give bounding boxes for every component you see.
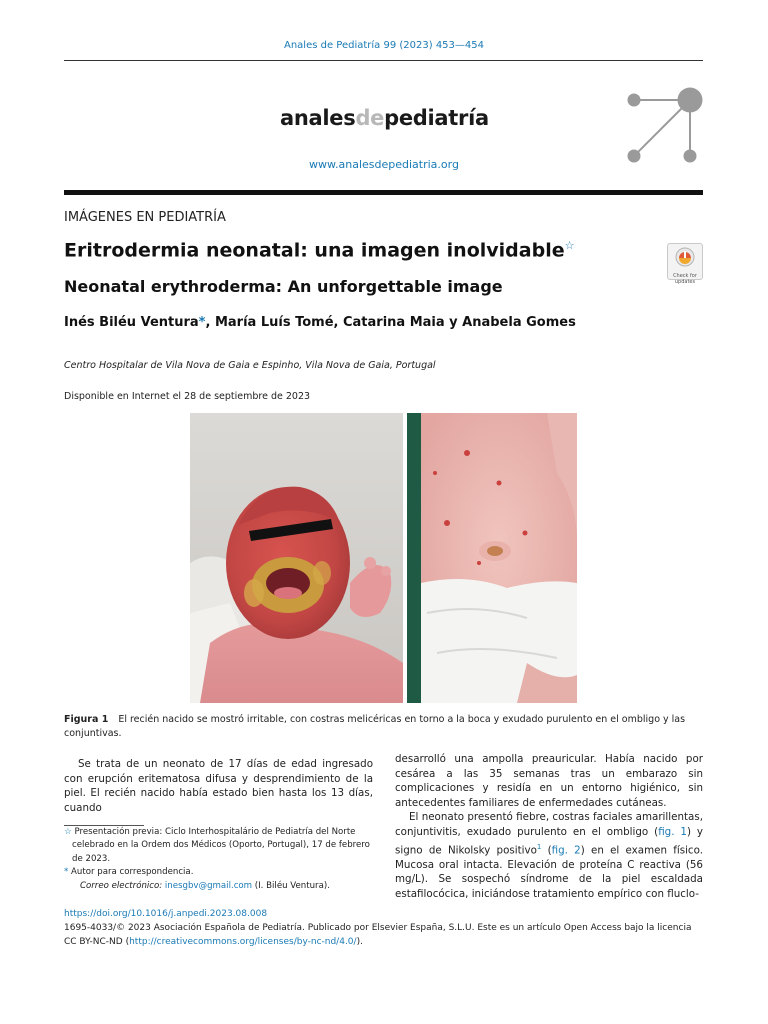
figure-1-ref-link[interactable]: fig. 1 [658,825,687,838]
body-column-right [395,752,703,901]
journal-logo-icon [622,86,706,164]
copyright-notice [64,922,704,949]
email-label: Correo electrónico: [80,880,163,891]
available-online-date: Disponible en Internet el 28 de septiembre de 2023 [64,391,311,402]
header-rule [64,60,703,61]
journal-brand [280,106,489,130]
check-for-updates-label: Check for updates [673,273,697,285]
email-owner: (I. Biléu Ventura). [254,880,330,891]
figure-caption [64,713,704,741]
figure-label: Figura 1 [64,714,109,725]
first-author: Inés Biléu Ventura [64,315,199,330]
figure-2-ref-link[interactable]: fig. 2 [551,843,581,856]
article-title-en: Neonatal erythroderma: An unforgettable image [64,277,503,296]
check-for-updates-icon [675,247,695,267]
journal-url-link[interactable]: www.analesdepediatria.org [309,158,459,171]
section-label: IMÁGENES EN PEDIATRÍA [64,210,226,225]
masthead-rule [64,190,703,195]
footnote-author [64,866,373,879]
journal-reference[interactable]: Anales de Pediatría 99 (2023) 453—454 [283,40,484,51]
other-authors: , María Luís Tomé, Catarina Maia y Anabela Gomes [205,315,576,330]
email-link[interactable]: inesgbv@gmail.com [164,880,253,891]
check-for-updates-button[interactable] [667,243,703,285]
footnote-presentation-mark: ☆ [64,827,72,837]
brand-part-anales: anales [280,106,356,130]
author-list [64,315,576,330]
footnote-author-text: Autor para correspondencia. [71,867,194,878]
affiliation: Centro Hospitalar de Vila Nova de Gaia e Espinho, Vila Nova de Gaia, Portugal [64,360,436,371]
copyright-text-end: ). [356,936,363,947]
body-column-left [64,757,373,815]
body-paragraph-1-continued: desarrolló una ampolla preauricular. Había nacido por cesárea a las 35 semanas tras un embarazo sin complicaciones y residía en un entorno higiénico, sin antecedentes familiares de enfermedades cutáneas. [395,753,703,809]
brand-part-pediatria: pediatría [384,106,489,130]
body-paragraph-1: Se trata de un neonato de 17 días de edad ingresado con erupción eritematosa difusa y desprendimiento de la piel. El recién nacido había estado bien hasta los 13 días, cuando [64,758,373,814]
article-title-es [64,239,574,261]
footnote-email [64,880,373,893]
brand-part-de: de [355,106,385,130]
copyright-text: 1695-4033/© 2023 Asociación Española de Pediatría. Publicado por Elsevier España, S.L.U. Este es un artículo Open Access bajo la licencia CC BY-NC-ND ( [64,923,692,947]
figure-photo-umbilicus [407,413,577,703]
footnote-author-mark: * [64,867,69,878]
p2-text-a: El neonato presentó fiebre, costras faciales amarillentas, conjuntivitis, exudado purulento en el ombligo ( [395,811,703,838]
p2-text-d: ) en el examen físico. Mucosa oral intacta. Elevación de proteína C reactiva (56 mg/L). Se sospechó síndrome de la piel escaldada estafilocócica, iniciándose tratamiento empírico con fluclo- [395,843,703,900]
title-es-text: Eritrodermia neonatal: una imagen inolvidable [64,239,565,262]
p2-text-c: ( [541,843,552,856]
body-paragraph-2 [395,810,703,901]
figure-caption-text: El recién nacido se mostró irritable, con costras melicéricas en torno a la boca y exudado purulento en el ombligo y las conjuntivas. [64,714,686,739]
title-footnote-mark[interactable]: ☆ [564,239,575,252]
doi-link[interactable]: https://doi.org/10.1016/j.anpedi.2023.08.008 [64,909,268,919]
footnote-presentation-text: Presentación previa: Ciclo Interhospitalário de Pediatría del Norte celebrado en la Ordem dos Médicos (Oporto, Portugal), 17 de febrero de 2023. [72,827,370,864]
p2-text-b: ) y signo de Nikolsky positivo [395,825,704,856]
footnote-presentation [64,826,373,866]
reference-1-link[interactable]: 1 [536,842,542,851]
corresponding-author-mark[interactable]: * [198,315,206,330]
footnotes [64,826,373,893]
figure-photo-face [190,413,403,703]
license-link[interactable]: http://creativecommons.org/licenses/by-nc-nd/4.0/ [129,936,357,947]
